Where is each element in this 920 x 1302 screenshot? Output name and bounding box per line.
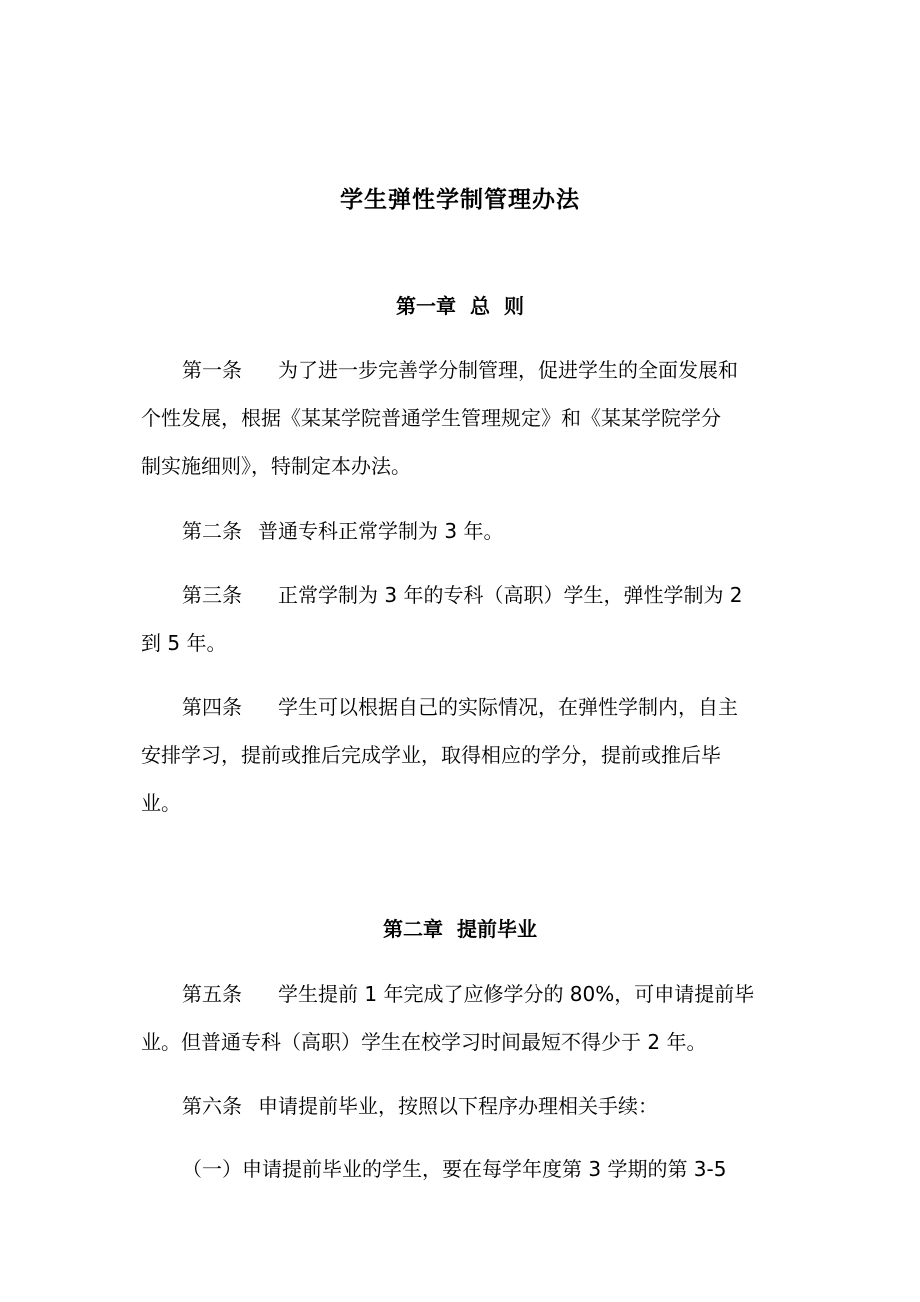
article-1-line-3: 制实施细则》，特制定本办法。: [141, 454, 411, 478]
article-3-label: 第三条: [182, 583, 242, 607]
article-1-label: 第一条: [182, 358, 242, 382]
article-1: [141, 346, 783, 490]
document-title: 学生弹性学制管理办法: [340, 187, 580, 213]
article-6-label: 第六条: [182, 1094, 242, 1118]
article-4-label: 第四条: [182, 695, 242, 719]
chapter-2-name: 提前毕业: [457, 917, 537, 941]
article-4-line-2: 安排学习，提前或推后完成学业，取得相应的学分，提前或推后毕: [141, 743, 721, 767]
article-1-line-1: 为了进一步完善学分制管理，促进学生的全面发展和: [278, 358, 738, 382]
article-5-line-2: 业。但普通专科（高职）学生在校学习时间最短不得少于 2 年。: [141, 1030, 707, 1054]
article-5: [141, 970, 783, 1066]
chapter-2-heading: [0, 914, 920, 944]
article-6: [141, 1082, 783, 1130]
procedure-item-1: [141, 1145, 783, 1193]
article-3: [141, 571, 783, 667]
article-6-line-1: 申请提前毕业，按照以下程序办理相关手续：: [258, 1094, 658, 1118]
article-4-line-1: 学生可以根据自己的实际情况，在弹性学制内，自主: [278, 695, 738, 719]
chapter-1-heading: [0, 291, 920, 321]
article-3-line-2: 到 5 年。: [141, 631, 227, 655]
chapter-1-number: 第一章: [396, 294, 457, 318]
article-3-line-1: 正常学制为 3 年的专科（高职）学生，弹性学制为 2: [278, 583, 743, 607]
article-2: [141, 507, 783, 555]
article-5-label: 第五条: [182, 982, 242, 1006]
article-4: [141, 683, 783, 827]
article-5-line-1: 学生提前 1 年完成了应修学分的 80%，可申请提前毕: [278, 982, 755, 1006]
chapter-2-number: 第二章: [383, 917, 443, 941]
article-2-line-1: 普通专科正常学制为 3 年。: [258, 519, 504, 543]
chapter-1-name: 总 则: [470, 294, 524, 318]
procedure-item-1-text: （一）申请提前毕业的学生，要在每学年度第 3 学期的第 3-5: [182, 1157, 727, 1181]
article-2-label: 第二条: [182, 519, 242, 543]
article-1-line-2: 个性发展，根据《某某学院普通学生管理规定》和《某某学院学分: [141, 406, 721, 430]
article-4-line-3: 业。: [141, 791, 181, 815]
